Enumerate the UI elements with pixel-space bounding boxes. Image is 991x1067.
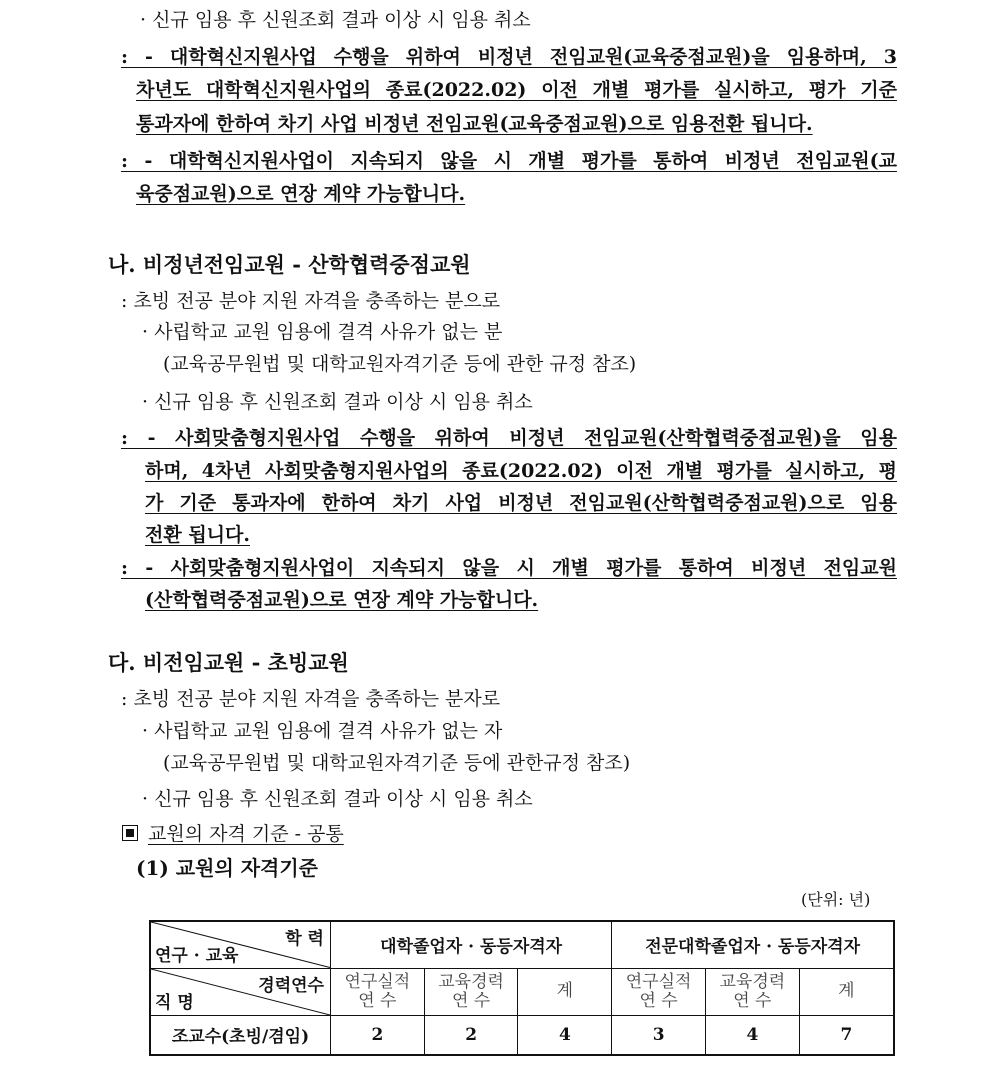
col-total-2: 계 — [799, 968, 894, 1015]
ga-note2-line1: : - 대학혁신지원사업이 지속되지 않을 시 개별 평가를 통하여 비정년 전임교원(교 — [121, 150, 897, 172]
ga-note2-line2: 육중점교원)으로 연장 계약 가능합니다. — [136, 183, 466, 205]
corner-education-label: 학 력 — [285, 929, 324, 949]
col-research-years: 연구실적 연 수 — [330, 968, 424, 1015]
na-note1-line1: : - 사회맞춤형지원사업 수행을 위하여 비정년 전임교원(산학협력중점교원)을 임용 — [121, 427, 897, 449]
section-da-heading: 다. 비전임교원 - 초빙교원 — [108, 650, 349, 675]
group-header-college: 전문대학졸업자 · 동등자격자 — [612, 921, 894, 968]
da-bullet1-note: (교육공무원법 및 대학교원자격기준 등에 관한규정 참조) — [163, 752, 631, 774]
cell-value: 4 — [518, 1015, 612, 1055]
da-bullet2: · 신규 임용 후 신원조회 결과 이상 시 임용 취소 — [142, 788, 533, 810]
section-na-heading: 나. 비정년전임교원 - 산학협력중점교원 — [108, 252, 471, 277]
unit-label: (단위: 년) — [801, 890, 871, 909]
ga-note1-line3: 통과자에 한하여 차기 사업 비정년 전임교원(교육중점교원)으로 임용전환 됩니다. — [136, 113, 813, 135]
cell-value: 4 — [705, 1015, 799, 1055]
ga-note1-line2: 차년도 대학혁신지원사업의 종료(2022.02) 이전 개별 평가를 실시하고, 평가 기준 — [136, 79, 897, 101]
cell-value: 2 — [424, 1015, 518, 1055]
filled-square-icon — [122, 825, 138, 841]
col-research-years-2: 연구실적 연 수 — [612, 968, 706, 1015]
corner-research-label: 연구 · 교육 — [155, 945, 239, 966]
table-corner-subheader — [150, 968, 330, 1015]
na-note1-line4: 전환 됩니다. — [145, 524, 250, 546]
col-teaching-years-2: 교육경력 연 수 — [705, 968, 799, 1015]
cancel-bullet: · 신규 임용 후 신원조회 결과 이상 시 임용 취소 — [140, 9, 531, 31]
cell-value: 3 — [612, 1015, 706, 1055]
da-bullet1: · 사립학교 교원 임용에 결격 사유가 없는 자 — [142, 720, 503, 742]
qualification-table — [149, 920, 895, 1056]
da-intro: : 초빙 전공 분야 지원 자격을 충족하는 분자로 — [121, 688, 501, 710]
na-intro: : 초빙 전공 분야 지원 자격을 충족하는 분으로 — [121, 290, 501, 312]
table-corner-header — [150, 921, 330, 968]
row-title: 조교수(초빙/겸임) — [150, 1015, 330, 1055]
na-bullet1-note: (교육공무원법 및 대학교원자격기준 등에 관한 규정 참조) — [163, 353, 637, 375]
na-note2-line1: : - 사회맞춤형지원사업이 지속되지 않을 시 개별 평가를 통하여 비정년 전임교원 — [121, 557, 897, 579]
na-bullet1: · 사립학교 교원 임용에 결격 사유가 없는 분 — [142, 321, 503, 343]
na-note1-line2: 하며, 4차년 사회맞춤형지원사업의 종료(2022.02) 이전 개별 평가를 실시하고, 평 — [145, 460, 897, 482]
group-header-university: 대학졸업자 · 동등자격자 — [330, 921, 611, 968]
qualification-box-title: 교원의 자격 기준 - 공통 — [122, 821, 344, 847]
cell-value: 2 — [330, 1015, 424, 1055]
na-note1-line3: 가 기준 통과자에 한하여 차기 사업 비정년 전임교원(산학협력중점교원)으로 임용 — [145, 492, 897, 514]
qualification-subheading: (1) 교원의 자격기준 — [136, 856, 319, 880]
na-bullet2: · 신규 임용 후 신원조회 결과 이상 시 임용 취소 — [142, 391, 533, 413]
na-note2-line2: (산학협력중점교원)으로 연장 계약 가능합니다. — [145, 589, 539, 611]
corner-career-label: 경력연수 — [258, 975, 324, 996]
table-row — [150, 1015, 894, 1055]
ga-note1-line1: : - 대학혁신지원사업 수행을 위하여 비정년 전임교원(교육중점교원)을 임용하며, 3 — [121, 46, 897, 68]
col-total: 계 — [518, 968, 612, 1015]
cell-value: 7 — [799, 1015, 894, 1055]
corner-position-label: 직 명 — [155, 992, 194, 1013]
col-teaching-years: 교육경력 연 수 — [424, 968, 518, 1015]
